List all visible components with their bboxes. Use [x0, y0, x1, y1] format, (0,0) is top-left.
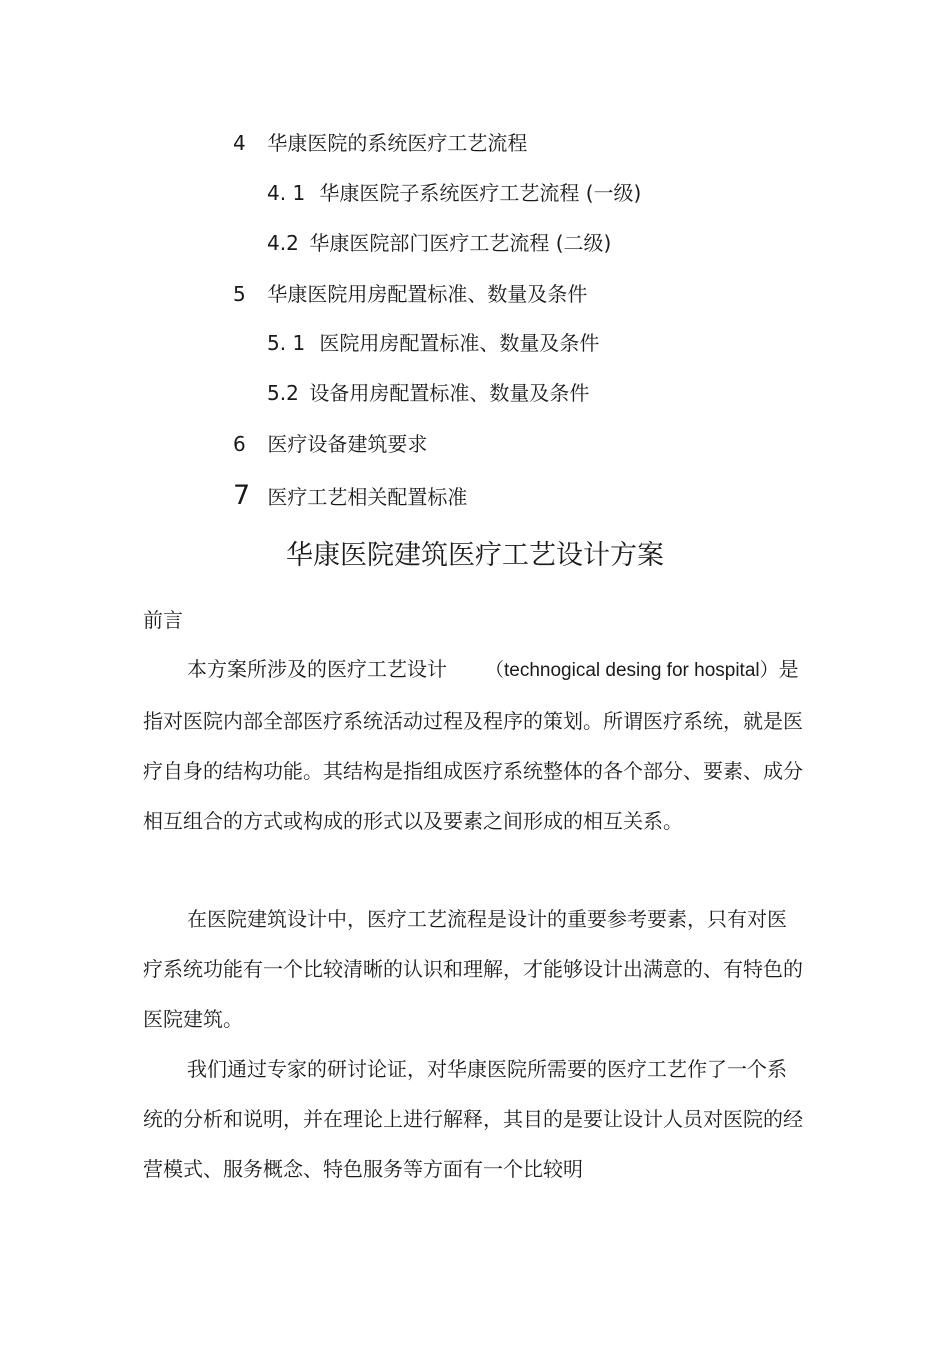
paragraph-2 [143, 894, 803, 1044]
toc-item-4-2 [267, 229, 611, 257]
toc-number: 6 [233, 432, 246, 456]
toc-item-5-1 [267, 329, 599, 357]
paragraph-1-lead: 本方案所涉及的医疗工艺设计 [187, 657, 447, 681]
toc-text: 华康医院子系统医疗工艺流程 (一级) [319, 181, 642, 205]
toc-item-7 [233, 482, 467, 511]
paragraph-2-body: 在医院建筑设计中，医疗工艺流程是设计的重要参考要素，只有对医疗系统功能有一个比较清晰的认识和理解，才能够设计出满意的、有特色的医院建筑。 [143, 907, 803, 1031]
paragraph-3-body: 我们通过专家的研讨论证，对华康医院所需要的医疗工艺作了一个系统的分析和说明，并在理论上进行解释，其目的是要让设计人员对医院的经营模式、服务概念、特色服务等方面有一个比较明 [143, 1057, 803, 1181]
toc-number: 4. 1 [267, 181, 306, 205]
toc-number: 5. 1 [267, 331, 306, 355]
toc-text: 医疗设备建筑要求 [267, 432, 428, 456]
toc-number: 4 [233, 131, 246, 155]
paragraph-1 [143, 644, 803, 846]
toc-number: 5 [233, 282, 246, 306]
paragraph-1-english-term: （technogical desing for hospital） [485, 660, 779, 681]
preface-heading: 前言 [143, 608, 183, 632]
document-title: 华康医院建筑医疗工艺设计方案 [286, 540, 664, 571]
paragraph-3 [143, 1044, 803, 1194]
toc-item-6 [233, 430, 427, 458]
toc-number: 4.2 [267, 231, 299, 255]
paragraph-1-body: 是指对医院内部全部医疗系统活动过程及程序的策划。所谓医疗系统，就是医疗自身的结构功能。其结构是指组成医疗系统整体的各个部分、要素、成分相互组合的方式或构成的形式以及要素之间形成的相互关系。 [143, 657, 803, 833]
toc-item-5 [233, 280, 587, 308]
toc-item-4 [233, 129, 527, 157]
toc-text: 医院用房配置标准、数量及条件 [319, 331, 600, 355]
toc-item-4-1 [267, 179, 641, 207]
toc-text: 设备用房配置标准、数量及条件 [309, 381, 590, 405]
toc-number: 5.2 [267, 381, 299, 405]
toc-text: 华康医院的系统医疗工艺流程 [267, 131, 528, 155]
toc-text: 华康医院部门医疗工艺流程 (二级) [309, 231, 612, 255]
toc-item-5-2 [267, 379, 589, 407]
toc-text: 华康医院用房配置标准、数量及条件 [267, 282, 588, 306]
toc-text: 医疗工艺相关配置标准 [267, 485, 468, 509]
toc-number: 7 [233, 480, 251, 511]
